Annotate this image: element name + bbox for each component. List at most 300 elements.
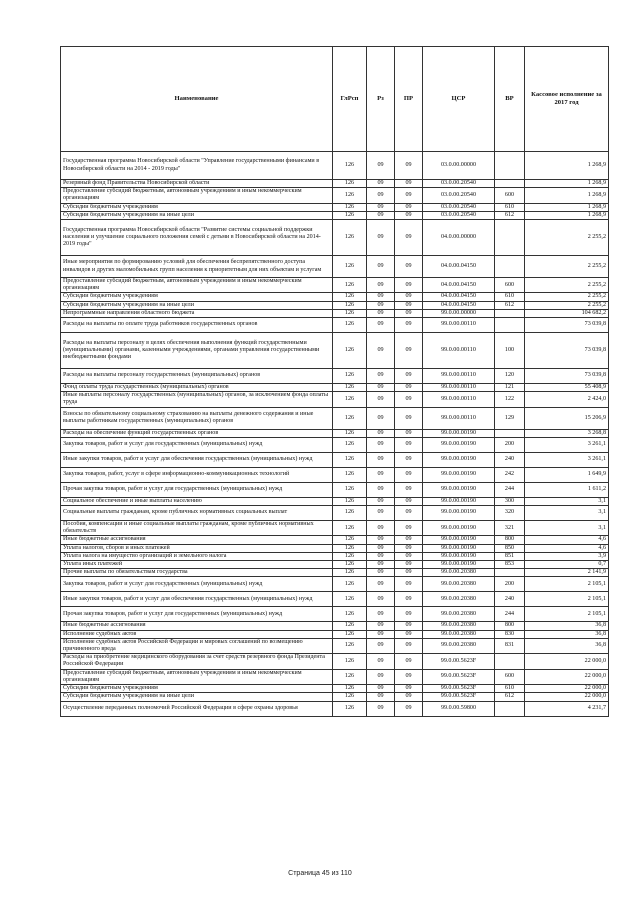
cell-pr: 09: [395, 180, 423, 188]
cell-vr: [495, 429, 525, 437]
cell-pr: 09: [395, 333, 423, 369]
cell-grs: 126: [333, 536, 367, 544]
cell-vr: 600: [495, 278, 525, 293]
cell-rz: 09: [367, 536, 395, 544]
cell-grs: 126: [333, 384, 367, 392]
cell-vr: 320: [495, 506, 525, 521]
header-pr: ПР: [395, 47, 423, 152]
cell-pr: 09: [395, 369, 423, 384]
cell-vr: 244: [495, 482, 525, 497]
cell-amount: 22 000,0: [525, 654, 609, 669]
cell-amount: 4,6: [525, 544, 609, 552]
cell-rz: 09: [367, 569, 395, 577]
cell-name: Закупка товаров, работ, услуг в сфере информационно-коммуникационных технологий: [61, 467, 333, 482]
cell-grs: 126: [333, 638, 367, 653]
cell-csr: 99.0.00.00190: [423, 521, 495, 536]
cell-name: Предоставление субсидий бюджетным, автономным учреждениям и иным некоммерческим организациям: [61, 188, 333, 203]
cell-csr: 99.0.00.20380: [423, 592, 495, 607]
cell-amount: 3 268,8: [525, 429, 609, 437]
cell-vr: 850: [495, 544, 525, 552]
cell-csr: 03.0.00.20540: [423, 203, 495, 211]
cell-pr: 09: [395, 630, 423, 638]
cell-grs: 126: [333, 607, 367, 622]
cell-pr: 09: [395, 577, 423, 592]
table-row: [61, 521, 609, 536]
table-row: [61, 452, 609, 467]
cell-rz: 09: [367, 592, 395, 607]
cell-rz: 09: [367, 309, 395, 317]
table-row: [61, 506, 609, 521]
cell-csr: 99.0.00.00190: [423, 506, 495, 521]
cell-pr: 09: [395, 638, 423, 653]
cell-name: Расходы на выплаты персоналу в целях обеспечения выполнения функций государственными (муниципальными) органами, казенными учреждениями, органами управления государственными внебюджетными фондами: [61, 333, 333, 369]
cell-rz: 09: [367, 392, 395, 407]
cell-grs: 126: [333, 669, 367, 684]
cell-vr: [495, 180, 525, 188]
cell-vr: 129: [495, 407, 525, 429]
cell-csr: 99.0.00.5623F: [423, 654, 495, 669]
cell-pr: 09: [395, 203, 423, 211]
cell-csr: 99.0.00.20380: [423, 622, 495, 630]
cell-amount: 3 261,1: [525, 437, 609, 452]
table-row: [61, 293, 609, 301]
cell-amount: 3,9: [525, 552, 609, 560]
cell-grs: 126: [333, 256, 367, 278]
table-row: [61, 369, 609, 384]
table-row: [61, 693, 609, 701]
cell-grs: 126: [333, 654, 367, 669]
cell-grs: 126: [333, 467, 367, 482]
cell-vr: 240: [495, 452, 525, 467]
cell-pr: 09: [395, 701, 423, 716]
cell-grs: 126: [333, 278, 367, 293]
cell-name: Иные закупки товаров, работ и услуг для обеспечения государственных (муниципальных) нужд: [61, 452, 333, 467]
cell-vr: [495, 318, 525, 333]
table-row: [61, 318, 609, 333]
cell-name: Расходы на приобретение медицинского оборудования за счет средств резервного фонда Президента Российской Федерации: [61, 654, 333, 669]
header-amount: Кассовое исполнение за 2017 год: [525, 47, 609, 152]
cell-amount: 2 255,2: [525, 278, 609, 293]
cell-grs: 126: [333, 701, 367, 716]
table-row: [61, 638, 609, 653]
cell-amount: 36,8: [525, 622, 609, 630]
cell-rz: 09: [367, 333, 395, 369]
cell-amount: 22 000,0: [525, 685, 609, 693]
cell-grs: 126: [333, 577, 367, 592]
cell-csr: 04.0.00.04150: [423, 278, 495, 293]
cell-grs: 126: [333, 369, 367, 384]
cell-name: Социальные выплаты гражданам, кроме публичных нормативных социальных выплат: [61, 506, 333, 521]
cell-name: Осуществление переданных полномочий Российской Федерации в сфере охраны здоровья: [61, 701, 333, 716]
table-row: [61, 220, 609, 256]
cell-pr: 09: [395, 544, 423, 552]
cell-grs: 126: [333, 544, 367, 552]
cell-grs: 126: [333, 318, 367, 333]
cell-csr: 99.0.00.5623F: [423, 693, 495, 701]
cell-grs: 126: [333, 152, 367, 180]
cell-vr: 300: [495, 497, 525, 505]
cell-csr: 99.0.00.00190: [423, 437, 495, 452]
table-row: [61, 180, 609, 188]
cell-pr: 09: [395, 693, 423, 701]
cell-rz: 09: [367, 293, 395, 301]
cell-rz: 09: [367, 561, 395, 569]
cell-csr: 99.0.00.00110: [423, 384, 495, 392]
cell-vr: 612: [495, 301, 525, 309]
cell-grs: 126: [333, 211, 367, 219]
cell-name: Прочая закупка товаров, работ и услуг для государственных (муниципальных) нужд: [61, 607, 333, 622]
cell-name: Фонд оплаты труда государственных (муниципальных) органов: [61, 384, 333, 392]
cell-vr: [495, 152, 525, 180]
cell-grs: 126: [333, 203, 367, 211]
cell-name: Иные закупки товаров, работ и услуг для обеспечения государственных (муниципальных) нужд: [61, 592, 333, 607]
header-csr: ЦСР: [423, 47, 495, 152]
cell-grs: 126: [333, 482, 367, 497]
cell-csr: 99.0.00.00190: [423, 552, 495, 560]
cell-rz: 09: [367, 203, 395, 211]
cell-rz: 09: [367, 211, 395, 219]
cell-pr: 09: [395, 278, 423, 293]
table-header-row: [61, 47, 609, 152]
cell-pr: 09: [395, 152, 423, 180]
cell-csr: 99.0.00.5623F: [423, 669, 495, 684]
cell-name: Прочая закупка товаров, работ и услуг для государственных (муниципальных) нужд: [61, 482, 333, 497]
cell-amount: 2 255,2: [525, 256, 609, 278]
cell-rz: 09: [367, 693, 395, 701]
cell-pr: 09: [395, 392, 423, 407]
cell-grs: 126: [333, 452, 367, 467]
cell-csr: 99.0.00.00110: [423, 333, 495, 369]
cell-name: Прочие выплаты по обязательствам государства: [61, 569, 333, 577]
cell-name: Закупка товаров, работ и услуг для государственных (муниципальных) нужд: [61, 437, 333, 452]
cell-amount: 1 268,9: [525, 152, 609, 180]
cell-grs: 126: [333, 220, 367, 256]
table-row: [61, 544, 609, 552]
cell-csr: 99.0.00.00190: [423, 561, 495, 569]
table-row: [61, 437, 609, 452]
cell-vr: 830: [495, 630, 525, 638]
cell-grs: 126: [333, 569, 367, 577]
cell-amount: 4,6: [525, 536, 609, 544]
cell-csr: 99.0.00.00190: [423, 497, 495, 505]
cell-csr: 03.0.00.20540: [423, 188, 495, 203]
cell-rz: 09: [367, 452, 395, 467]
cell-pr: 09: [395, 561, 423, 569]
header-rz: Рз: [367, 47, 395, 152]
cell-vr: 200: [495, 437, 525, 452]
cell-amount: 2 255,2: [525, 301, 609, 309]
cell-vr: 321: [495, 521, 525, 536]
cell-pr: 09: [395, 669, 423, 684]
cell-vr: 612: [495, 211, 525, 219]
cell-amount: 104 682,2: [525, 309, 609, 317]
cell-amount: 1 268,9: [525, 188, 609, 203]
cell-grs: 126: [333, 622, 367, 630]
cell-grs: 126: [333, 293, 367, 301]
cell-name: Расходы на выплаты по оплате труда работников государственных органов: [61, 318, 333, 333]
table-row: [61, 577, 609, 592]
cell-name: Государственная программа Новосибирской области "Управление государственными финансами в Новосибирской области на 2014 - 2019 годы": [61, 152, 333, 180]
cell-grs: 126: [333, 521, 367, 536]
cell-pr: 09: [395, 482, 423, 497]
cell-rz: 09: [367, 301, 395, 309]
cell-csr: 03.0.00.20540: [423, 180, 495, 188]
page-footer: Страница 45 из 110: [288, 870, 352, 877]
cell-amount: 2 105,1: [525, 577, 609, 592]
cell-csr: 99.0.00.00110: [423, 407, 495, 429]
cell-rz: 09: [367, 669, 395, 684]
cell-rz: 09: [367, 521, 395, 536]
table-row: [61, 211, 609, 219]
cell-amount: 1 611,2: [525, 482, 609, 497]
cell-rz: 09: [367, 552, 395, 560]
cell-pr: 09: [395, 220, 423, 256]
cell-vr: [495, 220, 525, 256]
cell-csr: 99.0.00.00190: [423, 482, 495, 497]
table-row: [61, 569, 609, 577]
cell-amount: 73 039,8: [525, 318, 609, 333]
cell-name: Субсидии бюджетным учреждениям: [61, 685, 333, 693]
cell-vr: 240: [495, 592, 525, 607]
cell-csr: 04.0.00.00000: [423, 220, 495, 256]
cell-rz: 09: [367, 318, 395, 333]
cell-csr: 99.0.00.20380: [423, 638, 495, 653]
table-row: [61, 497, 609, 505]
cell-rz: 09: [367, 407, 395, 429]
cell-amount: 22 000,0: [525, 669, 609, 684]
cell-csr: 99.0.00.00190: [423, 536, 495, 544]
cell-amount: 1 268,9: [525, 180, 609, 188]
cell-grs: 126: [333, 506, 367, 521]
cell-vr: 121: [495, 384, 525, 392]
cell-vr: 831: [495, 638, 525, 653]
table-row: [61, 701, 609, 716]
cell-name: Расходы на обеспечение функций государственных органов: [61, 429, 333, 437]
cell-name: Предоставление субсидий бюджетным, автономным учреждениям и иным некоммерческим организациям: [61, 669, 333, 684]
cell-vr: [495, 701, 525, 716]
cell-rz: 09: [367, 437, 395, 452]
cell-name: Иные бюджетные ассигнования: [61, 622, 333, 630]
cell-amount: 2 141,9: [525, 569, 609, 577]
cell-vr: [495, 569, 525, 577]
cell-grs: 126: [333, 685, 367, 693]
cell-vr: [495, 309, 525, 317]
cell-amount: 36,8: [525, 630, 609, 638]
cell-name: Субсидии бюджетным учреждениям: [61, 203, 333, 211]
cell-pr: 09: [395, 407, 423, 429]
table-row: [61, 467, 609, 482]
cell-rz: 09: [367, 467, 395, 482]
cell-rz: 09: [367, 506, 395, 521]
table-row: [61, 622, 609, 630]
cell-pr: 09: [395, 467, 423, 482]
table-row: [61, 256, 609, 278]
cell-grs: 126: [333, 561, 367, 569]
cell-amount: 0,7: [525, 561, 609, 569]
table-row: [61, 561, 609, 569]
cell-amount: 2 105,1: [525, 607, 609, 622]
cell-amount: 2 255,2: [525, 220, 609, 256]
cell-amount: 3,1: [525, 506, 609, 521]
cell-grs: 126: [333, 333, 367, 369]
cell-vr: 100: [495, 333, 525, 369]
cell-grs: 126: [333, 437, 367, 452]
header-vr: ВР: [495, 47, 525, 152]
cell-rz: 09: [367, 607, 395, 622]
table-row: [61, 429, 609, 437]
cell-rz: 09: [367, 369, 395, 384]
cell-grs: 126: [333, 497, 367, 505]
cell-name: Предоставление субсидий бюджетным, автономным учреждениям и иным некоммерческим организациям: [61, 278, 333, 293]
table-row: [61, 482, 609, 497]
table-row: [61, 552, 609, 560]
cell-name: Иные мероприятия по формированию условий для обеспечения беспрепятственного доступа инвалидов и других маломобильных групп населения к приоритетным для них объектам и услугам: [61, 256, 333, 278]
cell-csr: 99.0.00.20380: [423, 577, 495, 592]
table-row: [61, 669, 609, 684]
cell-csr: 04.0.00.04150: [423, 256, 495, 278]
cell-csr: 99.0.00.59800: [423, 701, 495, 716]
cell-rz: 09: [367, 701, 395, 716]
table-row: [61, 301, 609, 309]
cell-pr: 09: [395, 301, 423, 309]
header-grs: ГлРсп: [333, 47, 367, 152]
table-row: [61, 654, 609, 669]
cell-csr: 04.0.00.04150: [423, 301, 495, 309]
table-row: [61, 333, 609, 369]
cell-pr: 09: [395, 497, 423, 505]
cell-vr: 853: [495, 561, 525, 569]
cell-name: Непрограммные направления областного бюджета: [61, 309, 333, 317]
cell-vr: 610: [495, 203, 525, 211]
cell-name: Государственная программа Новосибирской области "Развитие системы социальной поддержки населения и улучшение социального положения семей с детьми в Новосибирской области на 2014-2019 годы": [61, 220, 333, 256]
cell-pr: 09: [395, 188, 423, 203]
cell-name: Субсидии бюджетным учреждениям на иные цели: [61, 693, 333, 701]
cell-rz: 09: [367, 256, 395, 278]
cell-amount: 3,1: [525, 521, 609, 536]
cell-grs: 126: [333, 392, 367, 407]
cell-name: Уплата налогов, сборов и иных платежей: [61, 544, 333, 552]
cell-csr: 99.0.00.00190: [423, 544, 495, 552]
cell-name: Субсидии бюджетным учреждениям на иные цели: [61, 211, 333, 219]
table-row: [61, 607, 609, 622]
table-row: [61, 592, 609, 607]
cell-rz: 09: [367, 497, 395, 505]
cell-pr: 09: [395, 607, 423, 622]
cell-csr: 04.0.00.04150: [423, 293, 495, 301]
cell-grs: 126: [333, 407, 367, 429]
cell-rz: 09: [367, 654, 395, 669]
cell-grs: 126: [333, 309, 367, 317]
cell-amount: 36,8: [525, 638, 609, 653]
cell-name: Уплата налога на имущество организаций и земельного налога: [61, 552, 333, 560]
cell-name: Исполнение судебных актов: [61, 630, 333, 638]
cell-pr: 09: [395, 384, 423, 392]
cell-pr: 09: [395, 293, 423, 301]
cell-grs: 126: [333, 552, 367, 560]
table-row: [61, 630, 609, 638]
cell-amount: 1 268,9: [525, 203, 609, 211]
cell-rz: 09: [367, 188, 395, 203]
cell-name: Уплата иных платежей: [61, 561, 333, 569]
cell-grs: 126: [333, 630, 367, 638]
cell-name: Субсидии бюджетным учреждениям на иные цели: [61, 301, 333, 309]
cell-name: Иные выплаты персоналу государственных (муниципальных) органов, за исключением фонда оплаты труда: [61, 392, 333, 407]
cell-vr: [495, 654, 525, 669]
cell-pr: 09: [395, 309, 423, 317]
cell-amount: 1 649,9: [525, 467, 609, 482]
cell-pr: 09: [395, 592, 423, 607]
cell-vr: 800: [495, 622, 525, 630]
cell-csr: 99.0.00.00110: [423, 369, 495, 384]
cell-csr: 99.0.00.00110: [423, 318, 495, 333]
cell-vr: 122: [495, 392, 525, 407]
cell-rz: 09: [367, 180, 395, 188]
cell-amount: 3 261,1: [525, 452, 609, 467]
cell-pr: 09: [395, 506, 423, 521]
cell-amount: 15 206,9: [525, 407, 609, 429]
cell-csr: 99.0.00.20380: [423, 569, 495, 577]
cell-pr: 09: [395, 318, 423, 333]
cell-amount: 22 000,0: [525, 693, 609, 701]
cell-csr: 99.0.00.00110: [423, 392, 495, 407]
cell-csr: 99.0.00.5623F: [423, 685, 495, 693]
table-row: [61, 407, 609, 429]
cell-pr: 09: [395, 552, 423, 560]
cell-name: Субсидии бюджетным учреждениям: [61, 293, 333, 301]
budget-table: [60, 46, 609, 717]
cell-vr: 800: [495, 536, 525, 544]
cell-rz: 09: [367, 638, 395, 653]
cell-grs: 126: [333, 429, 367, 437]
cell-rz: 09: [367, 384, 395, 392]
cell-amount: 55 408,9: [525, 384, 609, 392]
cell-pr: 09: [395, 256, 423, 278]
cell-rz: 09: [367, 429, 395, 437]
cell-name: Социальное обеспечение и иные выплаты населению: [61, 497, 333, 505]
cell-csr: 99.0.00.20380: [423, 607, 495, 622]
cell-pr: 09: [395, 521, 423, 536]
cell-pr: 09: [395, 569, 423, 577]
cell-vr: 600: [495, 669, 525, 684]
cell-pr: 09: [395, 536, 423, 544]
cell-pr: 09: [395, 211, 423, 219]
cell-pr: 09: [395, 622, 423, 630]
cell-vr: 120: [495, 369, 525, 384]
cell-csr: 99.0.00.20380: [423, 630, 495, 638]
cell-grs: 126: [333, 301, 367, 309]
cell-csr: 99.0.00.00000: [423, 309, 495, 317]
cell-vr: 610: [495, 293, 525, 301]
table-row: [61, 152, 609, 180]
cell-vr: 600: [495, 188, 525, 203]
cell-vr: 851: [495, 552, 525, 560]
table-row: [61, 278, 609, 293]
table-row: [61, 188, 609, 203]
table-body: [61, 152, 609, 717]
cell-csr: 03.0.00.00000: [423, 152, 495, 180]
cell-name: Расходы на выплаты персоналу государственных (муниципальных) органов: [61, 369, 333, 384]
cell-name: Взносы по обязательному социальному страхованию на выплаты денежного содержания и иные выплаты работникам государственных (муниципальных) органов: [61, 407, 333, 429]
table-row: [61, 392, 609, 407]
cell-rz: 09: [367, 685, 395, 693]
cell-csr: 03.0.00.20540: [423, 211, 495, 219]
header-name: Наименование: [61, 47, 333, 152]
cell-rz: 09: [367, 482, 395, 497]
cell-rz: 09: [367, 622, 395, 630]
table-row: [61, 536, 609, 544]
cell-pr: 09: [395, 437, 423, 452]
cell-csr: 99.0.00.00190: [423, 452, 495, 467]
